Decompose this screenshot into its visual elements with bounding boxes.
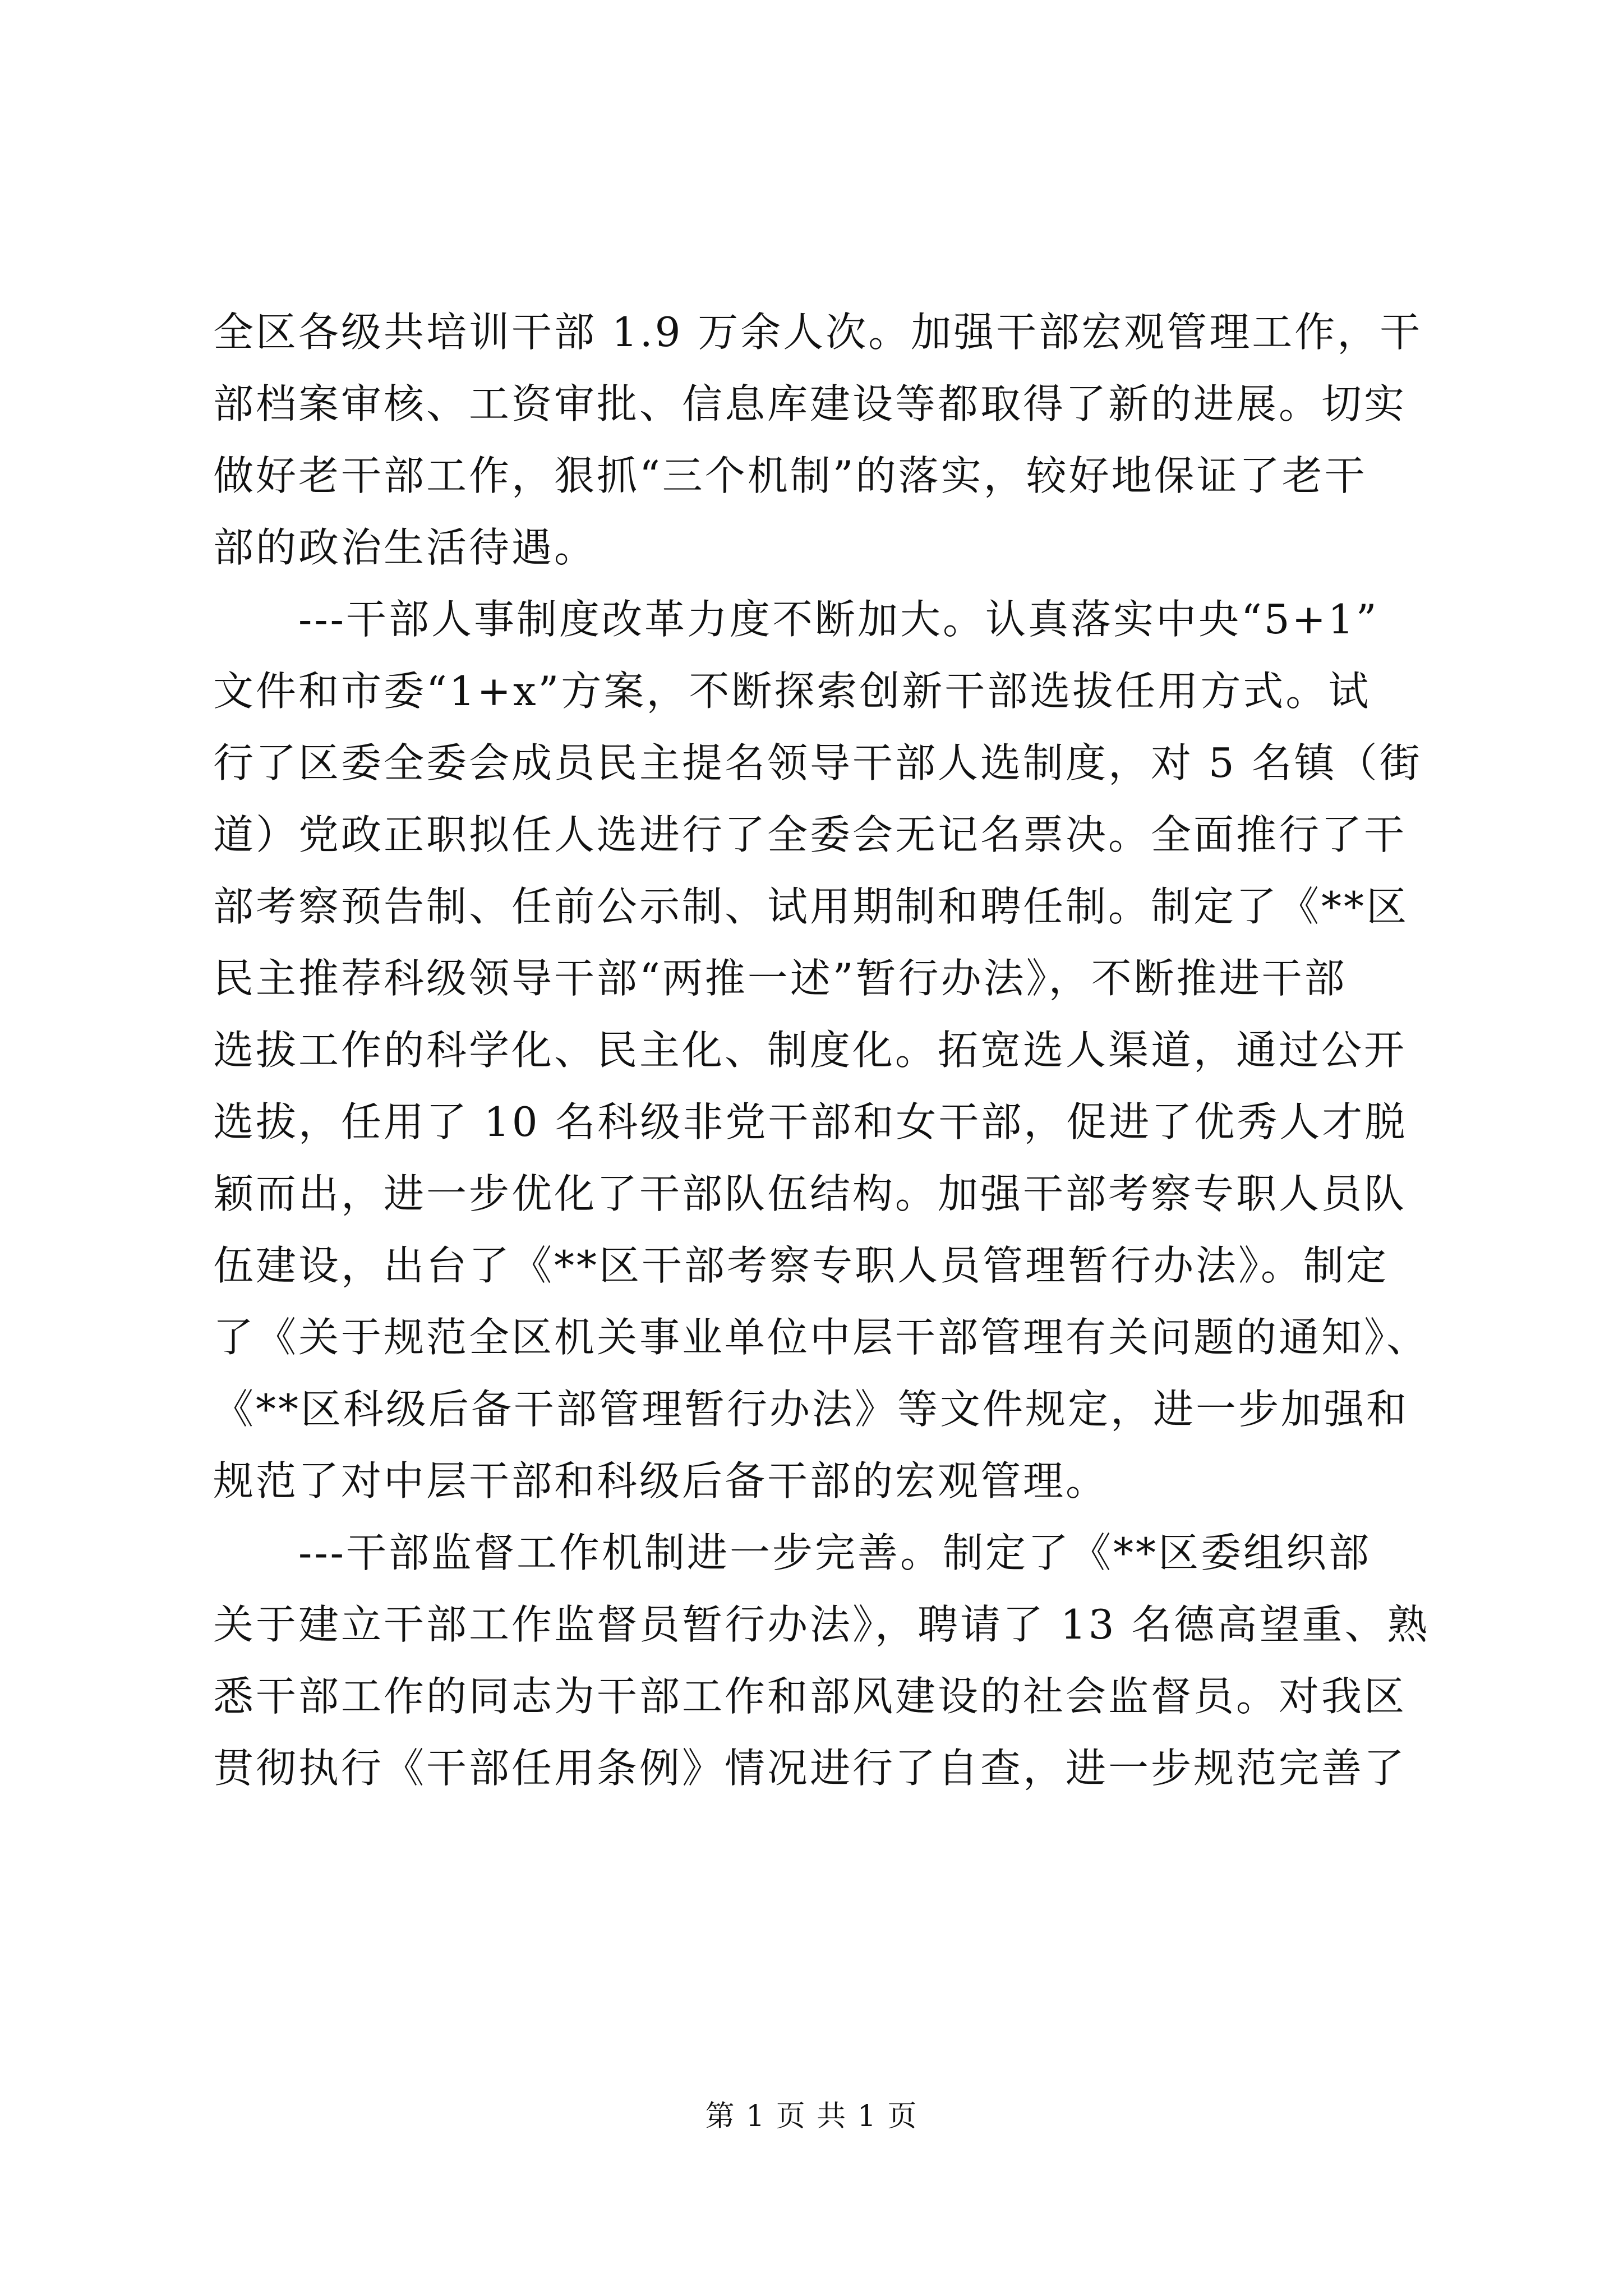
document-body <box>213 296 1430 1804</box>
text-line: 了《关于规范全区机关事业单位中层干部管理有关问题的通知》、 <box>213 1314 1430 1361</box>
page-footer: 第 1 页 共 1 页 <box>705 2100 918 2133</box>
text-line: 规范了对中层干部和科级后备干部的宏观管理。 <box>213 1457 1109 1504</box>
text-line: 部考察预告制、任前公示制、试用期制和聘任制。制定了《**区 <box>213 883 1409 930</box>
text-line: 做好老干部工作，狠抓“三个机制”的落实，较好地保证了老干 <box>213 452 1367 499</box>
text-line: 道）党政正职拟任人选进行了全委会无记名票决。全面推行了干 <box>213 811 1407 858</box>
text-line: 文件和市委“1+x”方案，不断探索创新干部选拔任用方式。试 <box>213 668 1371 715</box>
text-line: 选拔工作的科学化、民主化、制度化。拓宽选人渠道，通过公开 <box>213 1027 1407 1074</box>
text-line: 全区各级共培训干部 1.9 万余人次。加强干部宏观管理工作，干 <box>213 309 1423 356</box>
text-line: ---干部监督工作机制进一步完善。制定了《**区委组织部 <box>213 1529 1371 1576</box>
text-line: 《**区科级后备干部管理暂行办法》等文件规定，进一步加强和 <box>213 1386 1409 1433</box>
text-line: 颖而出，进一步优化了干部队伍结构。加强干部考察专职人员队 <box>213 1170 1407 1217</box>
text-line: 伍建设，出台了《**区干部考察专职人员管理暂行办法》。制定 <box>213 1242 1389 1289</box>
text-line: 悉干部工作的同志为干部工作和部风建设的社会监督员。对我区 <box>213 1673 1407 1720</box>
text-line: 部的政治生活待遇。 <box>213 524 597 571</box>
text-line: 部档案审核、工资审批、信息库建设等都取得了新的进展。切实 <box>213 380 1407 427</box>
text-line: 关于建立干部工作监督员暂行办法》，聘请了 13 名德高望重、熟 <box>213 1601 1430 1648</box>
text-line: 行了区委全委会成员民主提名领导干部人选制度，对 5 名镇（街 <box>213 739 1422 786</box>
text-line: 贯彻执行《干部任用条例》情况进行了自查，进一步规范完善了 <box>213 1745 1407 1792</box>
text-line: ---干部人事制度改革力度不断加大。认真落实中央“5+1” <box>213 596 1379 643</box>
text-line: 选拔，任用了 10 名科级非党干部和女干部，促进了优秀人才脱 <box>213 1098 1408 1145</box>
text-line: 民主推荐科级领导干部“两推一述”暂行办法》，不断推进干部 <box>213 955 1347 1002</box>
